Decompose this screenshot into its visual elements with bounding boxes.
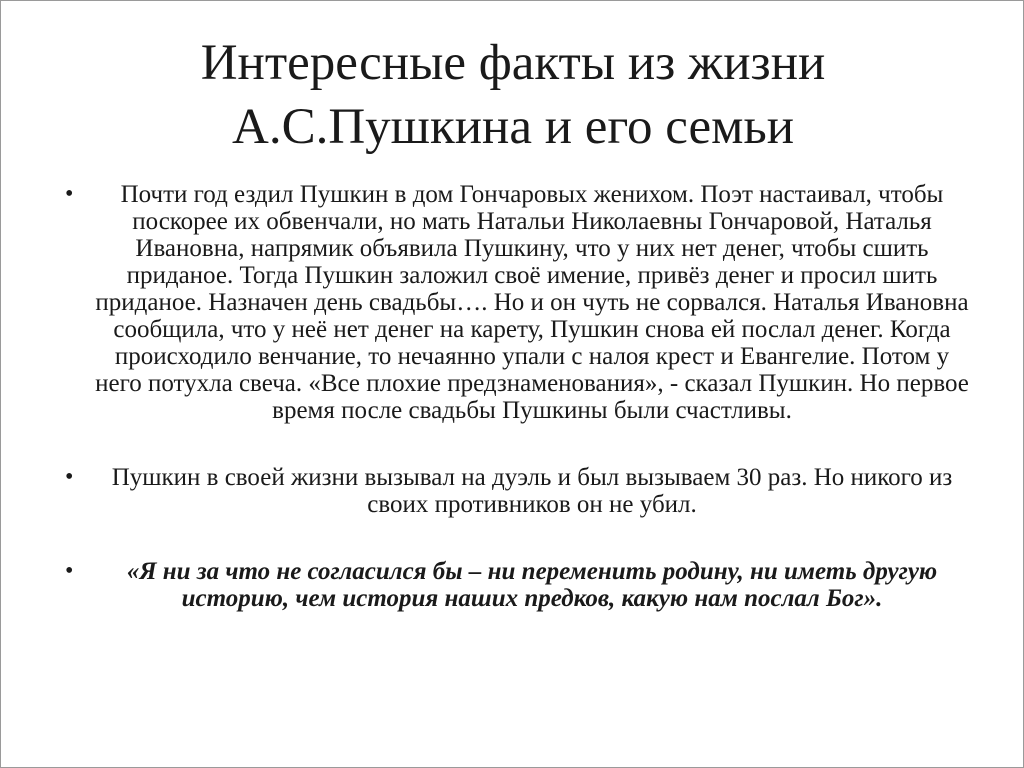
bullet-item-duels (59, 464, 969, 518)
bullet-text: Пушкин в своей жизни вызывал на дуэль и был вызываем 30 раз. Но никого из своих противников он не убил. (111, 464, 953, 518)
bullet-dot-icon: • (65, 464, 74, 490)
slide-title-line-2: А.С.Пушкина и его семьи (232, 99, 794, 155)
bullet-dot-icon: • (65, 558, 74, 584)
slide-title-line-1: Интересные факты из жизни (200, 35, 826, 91)
bullet-text: Почти год ездил Пушкин в дом Гончаровых женихом. Поэт настаивал, чтобы поскорее их обвенчали, но мать Натальи Николаевны Гончаровой, Наталья Ивановна, напрямик объявила Пушкину, что у них нет денег, чтобы сшить приданое. Тогда Пушкин заложил своё имение, привёз денег и просил шить приданое. Назначен день свадьбы…. Но и он чуть не сорвался. Наталья Ивановна сообщила, что у неё нет денег на карету, Пушкин снова ей послал денег. Когда происходило венчание, то нечаянно упали с налоя крест и Евангелие. Потом у него потухла свеча. «Все плохие предзнаменования», - сказал Пушкин. Но первое время после свадьбы Пушкины были счастливы. (95, 181, 969, 424)
bullet-item-quote (59, 558, 969, 612)
bullet-item-wedding-story (59, 181, 969, 424)
bullet-list (59, 181, 969, 612)
quote-text: «Я ни за что не согласился бы – ни переменить родину, ни иметь другую историю, чем история наших предков, какую нам послал Бог». (126, 558, 938, 612)
slide-title (61, 31, 965, 159)
bullet-dot-icon: • (65, 181, 74, 207)
